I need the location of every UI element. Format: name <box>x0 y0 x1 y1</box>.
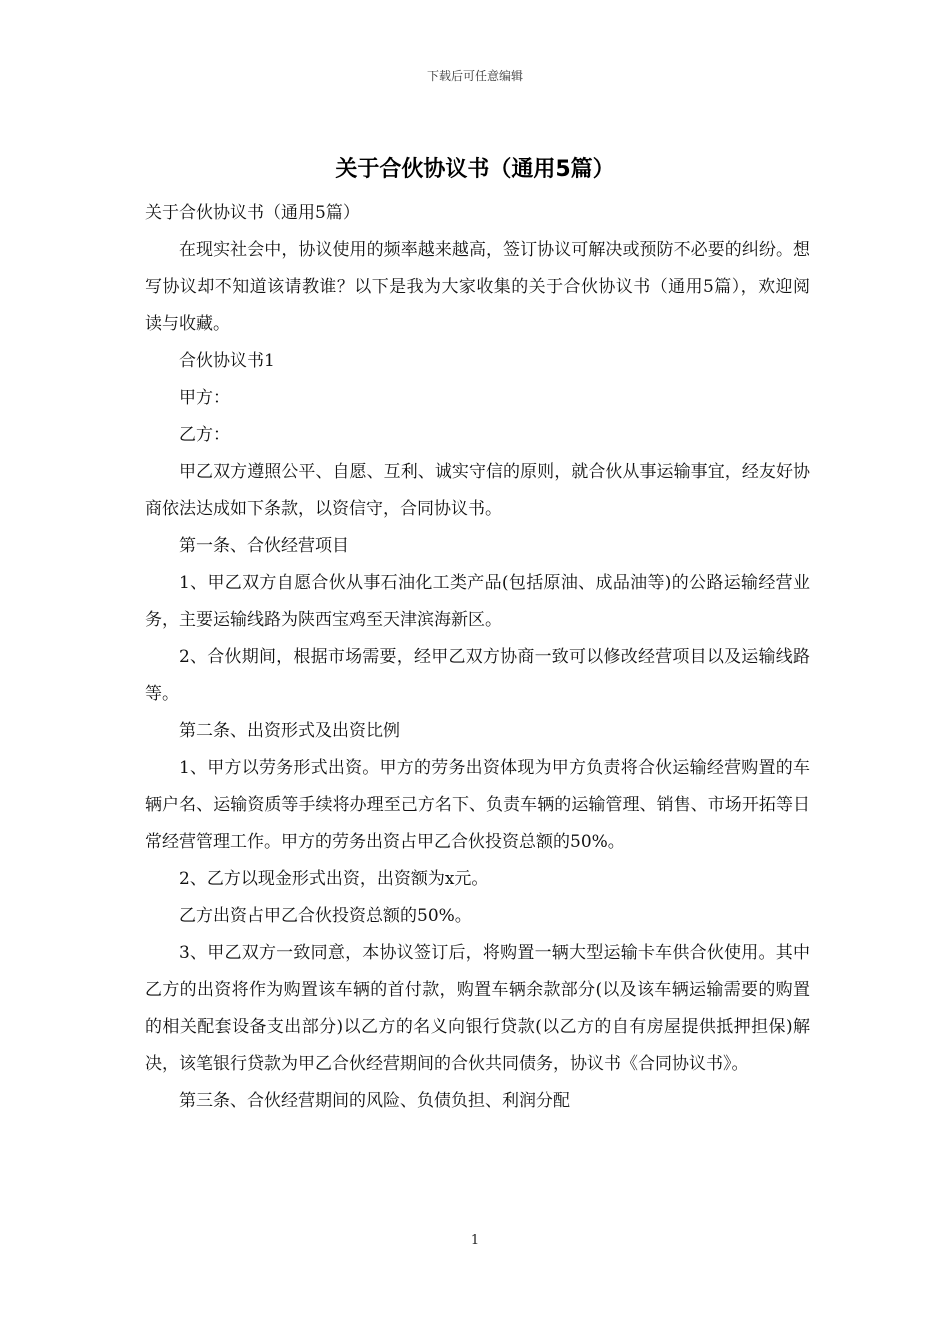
article-heading: 第三条、合伙经营期间的风险、负债负担、利润分配 <box>179 1091 570 1111</box>
subtitle-paragraph: 关于合伙协议书（通用5篇） <box>145 203 360 223</box>
body-paragraph: 2、合伙期间，根据市场需要，经甲乙双方协商一致可以修改经营项目以及运输线路等。 <box>145 647 810 704</box>
section-heading: 合伙协议书1 <box>179 351 275 371</box>
page-number: 1 <box>470 1233 480 1248</box>
body-paragraph: 1、甲方以劳务形式出资。甲方的劳务出资体现为甲方负责将合伙运输经营购置的车辆户名、运输资质等手续将办理至己方名下、负责车辆的运输管理、销售、市场开拓等日常经营管理工作。甲方的劳务出资占甲乙合伙投资总额的50%。 <box>145 758 810 852</box>
page-header-note: 下载后可任意编辑 <box>426 69 523 83</box>
party-a-line: 甲方： <box>179 388 230 408</box>
body-paragraph: 2、乙方以现金形式出资，出资额为x元。 <box>179 869 489 889</box>
article-heading: 第一条、合伙经营项目 <box>179 536 349 556</box>
intro-paragraph: 在现实社会中，协议使用的频率越来越高，签订协议可解决或预防不必要的纠纷。想写协议却不知道该请教谁？以下是我为大家收集的关于合伙协议书（通用5篇），欢迎阅读与收藏。 <box>145 240 810 334</box>
body-paragraph: 甲乙双方遵照公平、自愿、互利、诚实守信的原则，就合伙从事运输事宜，经友好协商依法达成如下条款，以资信守，合同协议书。 <box>145 462 810 519</box>
document-title: 关于合伙协议书（通用5篇） <box>335 157 615 182</box>
article-heading: 第二条、出资形式及出资比例 <box>179 721 400 741</box>
body-paragraph: 乙方出资占甲乙合伙投资总额的50%。 <box>179 906 472 926</box>
party-b-line: 乙方： <box>179 425 230 445</box>
body-paragraph: 1、甲乙双方自愿合伙从事石油化工类产品(包括原油、成品油等)的公路运输经营业务，主要运输线路为陕西宝鸡至天津滨海新区。 <box>145 573 810 630</box>
document-body <box>145 195 810 1120</box>
body-paragraph: 3、甲乙双方一致同意，本协议签订后，将购置一辆大型运输卡车供合伙使用。其中乙方的出资将作为购置该车辆的首付款，购置车辆余款部分(以及该车辆运输需要的购置的相关配套设备支出部分)以乙方的名义向银行贷款(以乙方的自有房屋提供抵押担保)解决，该笔银行贷款为甲乙合伙经营期间的合伙共同债务，协议书《合同协议书》。 <box>145 943 810 1074</box>
